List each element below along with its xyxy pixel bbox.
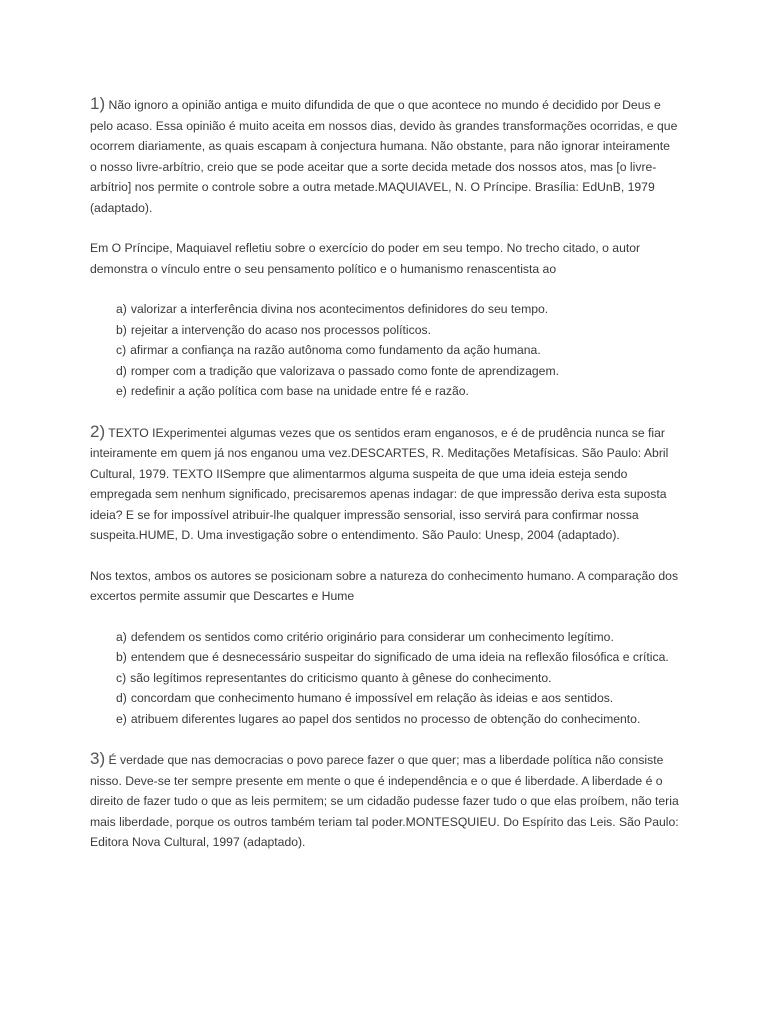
question-2: [90, 422, 680, 730]
option-2d: [90, 688, 680, 709]
option-2e: [90, 709, 680, 730]
option-text: atribuem diferentes lugares ao papel dos sentidos no processo de obtenção do conhecimento.: [130, 711, 641, 726]
option-2b: [90, 647, 680, 668]
question-1-text: Não ignoro a opinião antiga e muito difundida de que o que acontece no mundo é decidido por Deus e pelo acaso. Essa opinião é muito aceita em nossos dias, devido às grandes transformações ocorridas, e que ocorrem diariamente, as quais escapam à conjectura humana. Não obstante, para não ignorar inteiramente o nosso livre-arbítrio, creio que se pode aceitar que a sorte decida metade dos nossos atos, mas [o livre-arbítrio] nos permite o controle sobre a outra metade.MAQUIAVEL, N. O Príncipe. Brasília: EdUnB, 1979 (adaptado).: [90, 98, 678, 215]
option-1c: [90, 340, 680, 361]
question-2-text-block: [90, 422, 680, 546]
option-2a: [90, 627, 680, 648]
option-1d: [90, 361, 680, 382]
question-3-number: 3): [90, 749, 106, 768]
question-3-text-block: [90, 749, 680, 853]
question-1: [90, 94, 680, 402]
option-label: d): [116, 691, 127, 705]
option-text: rejeitar a intervenção do acaso nos processos políticos.: [130, 322, 431, 337]
question-2-number: 2): [90, 421, 106, 441]
option-text: entendem que é desnecessário suspeitar do significado de uma ideia na reflexão filosófica e crítica.: [130, 650, 669, 664]
option-text: concordam que conhecimento humano é impossível em relação às ideias e aos sentidos.: [130, 691, 614, 705]
document-page: [90, 94, 680, 873]
question-3-text: É verdade que nas democracias o povo parece fazer o que quer; mas a liberdade política não consiste nisso. Deve-se ter sempre presente em mente o que é independência e o que é liberdade. A liberdade é o direito de fazer tudo o que as leis permitem; se um cidadão pudesse fazer tudo o que elas proíbem, não teria mais liberdade, porque os outros também teriam tal poder.MONTESQUIEU. Do Espírito das Leis. São Paulo: Editora Nova Cultural, 1997 (adaptado).: [90, 753, 679, 849]
option-text: defendem os sentidos como critério originário para considerar um conhecimento legítimo.: [130, 629, 614, 644]
option-1b: [90, 320, 680, 341]
option-label: a): [116, 302, 127, 316]
question-1-number: 1): [90, 94, 106, 113]
question-2-prompt: Nos textos, ambos os autores se posicionam sobre a natureza do conhecimento humano. A comparação dos excertos permite assumir que Descartes e Hume: [90, 568, 679, 603]
option-text: afirmar a confiança na razão autônoma como fundamento da ação humana.: [130, 343, 541, 357]
question-2-options: [90, 627, 680, 730]
option-1e: [90, 381, 680, 402]
option-label: e): [116, 711, 127, 726]
question-3: [90, 749, 680, 853]
option-label: c): [116, 343, 127, 357]
question-1-options: [90, 299, 680, 402]
option-1a: [90, 299, 680, 320]
question-1-text-block: [90, 94, 680, 218]
option-text: valorizar a interferência divina nos acontecimentos definidores do seu tempo.: [130, 302, 549, 316]
option-label: b): [116, 322, 127, 337]
option-text: romper com a tradição que valorizava o passado como fonte de aprendizagem.: [130, 363, 560, 378]
question-2-text: TEXTO IExperimentei algumas vezes que os sentidos eram enganosos, e é de prudência nunca se fiar inteiramente em quem já nos enganou uma vez.DESCARTES, R. Meditações Metafísicas. São Paulo: Abril Cultural, 1979. TEXTO IISempre que alimentarmos alguma suspeita de que uma ideia esteja sendo empregada sem nenhum significado, precisaremos apenas indagar: de que impressão deriva esta suposta ideia? E se for impossível atribuir-lhe qualquer impressão sensorial, isso servirá para confirmar nossa suspeita.HUME, D. Uma investigação sobre o entendimento. São Paulo: Unesp, 2004 (adaptado).: [90, 425, 669, 542]
question-1-prompt: Em O Príncipe, Maquiavel refletiu sobre o exercício do poder em seu tempo. No trecho citado, o autor demonstra o vínculo entre o seu pensamento político e o humanismo renascentista ao: [90, 241, 641, 276]
option-2c: [90, 668, 680, 689]
option-label: c): [116, 670, 127, 685]
option-label: a): [116, 629, 127, 644]
option-text: são legítimos representantes do criticismo quanto à gênese do conhecimento.: [130, 670, 552, 685]
option-label: e): [116, 384, 127, 398]
option-text: redefinir a ação política com base na unidade entre fé e razão.: [130, 384, 469, 398]
option-label: b): [116, 650, 127, 664]
option-label: d): [116, 363, 127, 378]
